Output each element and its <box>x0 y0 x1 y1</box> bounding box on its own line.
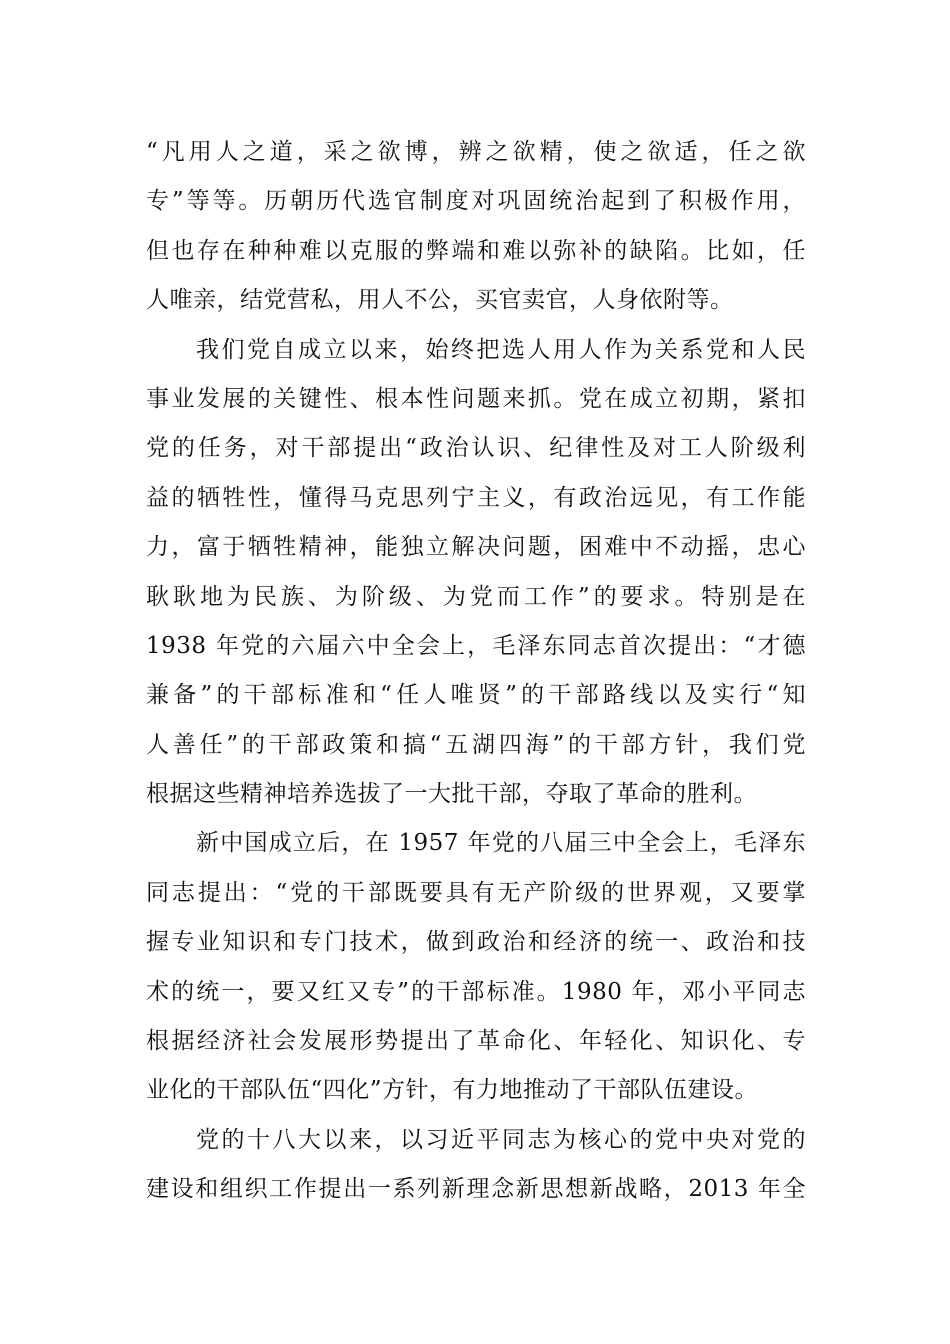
text-line: 根据这些精神培养选拔了一大批干部，夺取了革命的胜利。 <box>146 781 757 808</box>
text-line: 力，富于牺牲精神，能独立解决问题，困难中不动摇，忠心 <box>146 534 806 561</box>
text-line: 党的任务，对干部提出“政治认识、纪律性及对工人阶级利 <box>146 435 806 462</box>
text-line: 根据经济社会发展形势提出了革命化、年轻化、知识化、专 <box>146 1028 806 1055</box>
text-line: 专”等等。历朝历代选官制度对巩固统治起到了积极作用， <box>146 188 806 215</box>
text-line: 益的牺牲性，懂得马克思列宁主义，有政治远见，有工作能 <box>146 484 806 511</box>
text-line: 我们党自成立以来，始终把选人用人作为关系党和人民 <box>196 336 806 363</box>
text-line: 但也存在种种难以克服的弊端和难以弥补的缺陷。比如，任 <box>146 237 806 264</box>
text-line: 人善任”的干部政策和搞“五湖四海”的干部方针，我们党 <box>146 731 806 758</box>
text-line: 党的十八大以来，以习近平同志为核心的党中央对党的 <box>196 1126 806 1153</box>
document-body-text <box>146 128 806 1215</box>
text-line: 握专业知识和专门技术，做到政治和经济的统一、政治和技 <box>146 929 806 956</box>
text-line: “凡用人之道，采之欲博，辨之欲精，使之欲适，任之欲 <box>146 139 806 165</box>
text-line: 新中国成立后，在 1957 年党的八届三中全会上，毛泽东 <box>196 830 806 857</box>
text-line: 术的统一，要又红又专”的干部标准。1980 年，邓小平同志 <box>146 978 806 1005</box>
text-line: 同志提出：“党的干部既要具有无产阶级的世界观，又要掌 <box>146 879 806 906</box>
text-line: 兼备”的干部标准和“任人唯贤”的干部路线以及实行“知 <box>146 682 806 709</box>
text-line: 事业发展的关键性、根本性问题来抓。党在成立初期，紧扣 <box>146 385 806 412</box>
text-line: 人唯亲，结党营私，用人不公，买官卖官，人身依附等。 <box>146 287 734 314</box>
text-line: 业化的干部队伍“四化”方针，有力地推动了干部队伍建设。 <box>146 1077 759 1104</box>
text-line: 建设和组织工作提出一系列新理念新思想新战略，2013 年全 <box>146 1176 806 1203</box>
text-line: 耿耿地为民族、为阶级、为党而工作”的要求。特别是在 <box>146 583 806 610</box>
text-line: 1938 年党的六届六中全会上，毛泽东同志首次提出：“才德 <box>146 632 806 659</box>
